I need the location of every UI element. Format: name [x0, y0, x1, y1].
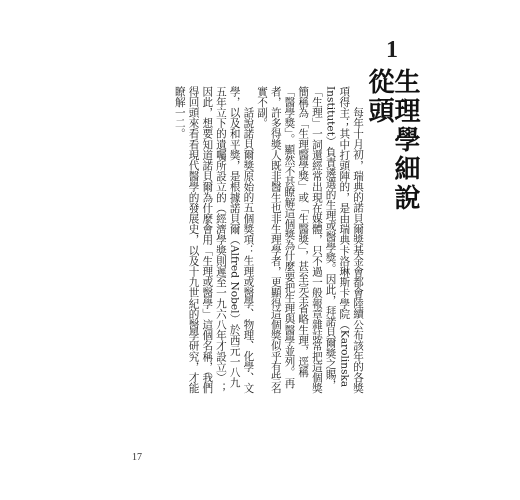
page-number: 17 — [132, 452, 142, 463]
paragraph: 話說諾貝爾獎原始的五個獎項：生理或醫學、物理、化學、文學，以及和平獎，是根據諾貝爾（Alfred Nobel）於西元一八九五年立下的遺囑所設立的（經濟學獎則遲至一九六八年才設立）；因此，想要知道諾貝爾為什麼會用「生理或醫學」這個名稱，我們得回頭來看看現代醫學的發展史，以及十九世紀的醫學研究，才能瞭解一二。 — [173, 86, 255, 394]
chapter-number: 1 — [386, 37, 398, 63]
chapter-title: 生理學細說從頭 — [364, 68, 420, 213]
body-text — [142, 86, 364, 396]
chapter-heading — [364, 37, 420, 228]
paragraph: 每年十月初，瑞典的諾貝爾獎基金會都會陸續公布該年的各獎項得主；其中打頭陣的，是由瑞典卡洛琳斯卡學院（Karolinska Institutet）負責遴選的生理或醫學獎。因此，拜諾貝爾獎之賜，「生理」一詞還經常出現在媒體，只不過一般報章雜誌常把這個獎簡稱為「生理醫學獎」或「生醫獎」，甚至完全省略生理，逕稱「醫學獎」。顯然不甚瞭解這個獎為什麼要把生理與醫學並列。再者，許多得獎人既非醫生也非生理學者，更顯得這個獎似乎有些名實不副。 — [256, 86, 364, 394]
